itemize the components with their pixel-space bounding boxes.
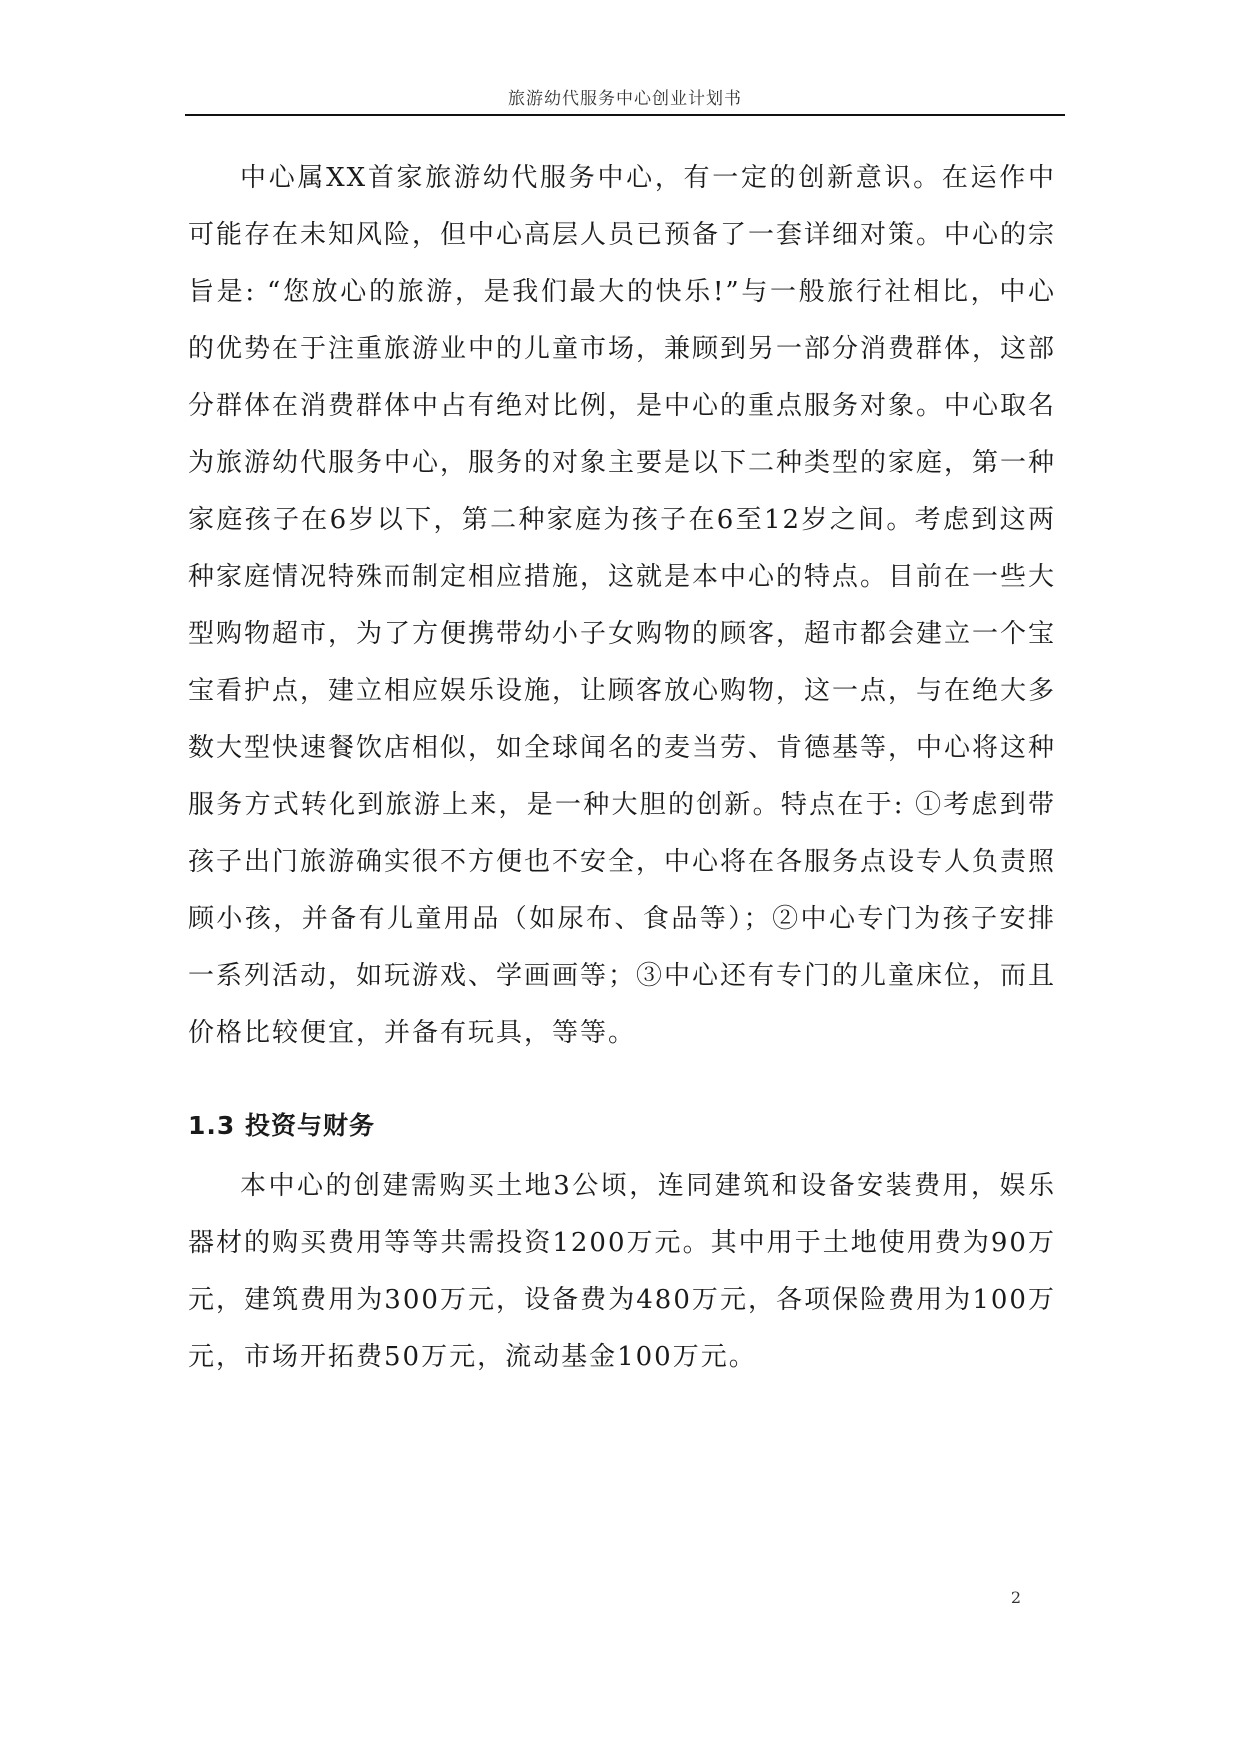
section-heading-investment-finance: 1.3 投资与财务 — [188, 1111, 375, 1140]
body-paragraph-investment: 本中心的创建需购买土地3公顷，连同建筑和设备安装费用，娱乐器材的购买费用等等共需投资1200万元。其中用于土地使用费为90万元，建筑费用为300万元，设备费为480万元，各项保险费用为100万元，市场开拓费50万元，流动基金100万元。 — [188, 1171, 1056, 1372]
document-body — [188, 150, 1056, 1386]
header-rule — [185, 114, 1065, 116]
running-header: 旅游幼代服务中心创业计划书 — [508, 89, 742, 109]
body-paragraph-intro: 中心属XX首家旅游幼代服务中心，有一定的创新意识。在运作中可能存在未知风险，但中心高层人员已预备了一套详细对策。中心的宗旨是: “您放心的旅游，是我们最大的快乐!”与一般旅行社相比，中心的优势在于注重旅游业中的儿童市场，兼顾到另一部分消费群体，这部分群体在消费群体中占有绝对比例，是中心的重点服务对象。中心取名为旅游幼代服务中心，服务的对象主要是以下二种类型的家庭，第一种家庭孩子在6岁以下，第二种家庭为孩子在6至12岁之间。考虑到这两种家庭情况特殊而制定相应措施，这就是本中心的特点。目前在一些大型购物超市，为了方便携带幼小子女购物的顾客，超市都会建立一个宝宝看护点，建立相应娱乐设施，让顾客放心购物，这一点，与在绝大多数大型快速餐饮店相似，如全球闻名的麦当劳、肯德基等，中心将这种服务方式转化到旅游上来，是一种大胆的创新。特点在于: ①考虑到带孩子出门旅游确实很不方便也不安全，中心将在各服务点设专人负责照顾小孩，并备有儿童用品（如尿布、食品等）；②中心专门为孩子安排一系列活动，如玩游戏、学画画等；③中心还有专门的儿童床位，而且价格比较便宜，并备有玩具，等等。 — [188, 163, 1057, 1048]
page-number: 2 — [1010, 1588, 1022, 1607]
